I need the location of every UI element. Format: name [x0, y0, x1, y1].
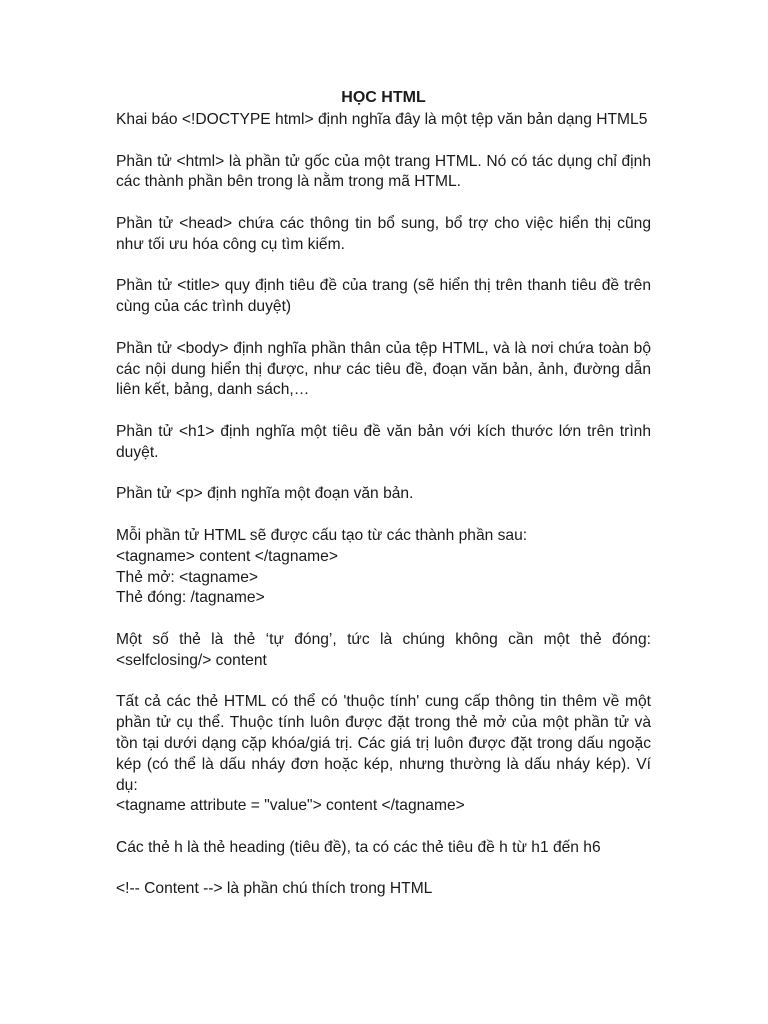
document-page: [116, 88, 651, 900]
paragraph-body-element: Phần tử <body> định nghĩa phần thân của tệp HTML, và là nơi chứa toàn bộ các nội dung hiển thị được, như các tiêu đề, đoạn văn bản, ảnh, đường dẫn liên kết, bảng, danh sách,…: [116, 339, 651, 399]
paragraph-h1-element: Phần tử <h1> định nghĩa một tiêu đề văn bản với kích thước lớn trên trình duyệt.: [116, 422, 651, 461]
paragraph-headings: Các thẻ h là thẻ heading (tiêu đề), ta có các thẻ tiêu đề h từ h1 đến h6: [116, 838, 601, 856]
paragraph-self-closing: Một số thẻ là thẻ ‘tự đóng’, tức là chúng không cần một thẻ đóng: <selfclosing/> content: [116, 630, 651, 669]
paragraph-title-element: Phần tử <title> quy định tiêu đề của trang (sẽ hiển thị trên thanh tiêu đề trên cùng của các trình duyệt): [116, 277, 651, 316]
document-title: HỌC HTML: [341, 89, 426, 106]
structure-line: <tagname> content </tagname>: [116, 547, 338, 565]
structure-line: Thẻ đóng: /tagname>: [116, 589, 265, 607]
structure-line: Thẻ mở: <tagname>: [116, 568, 258, 586]
paragraph-html-element: Phần tử <html> là phần tử gốc của một trang HTML. Nó có tác dụng chỉ định các thành phần bên trong là nằm trong mã HTML.: [116, 152, 651, 191]
paragraph-attributes: [116, 692, 651, 817]
attributes-example: <tagname attribute = "value"> content </tagname>: [116, 797, 465, 815]
paragraph-p-element: Phần tử <p> định nghĩa một đoạn văn bản.: [116, 485, 414, 503]
structure-intro: Mỗi phần tử HTML sẽ được cấu tạo từ các thành phần sau:: [116, 526, 528, 544]
paragraph-head-element: Phần tử <head> chứa các thông tin bổ sung, bổ trợ cho việc hiển thị cũng như tối ưu hóa công cụ tìm kiếm.: [116, 214, 651, 253]
paragraph-comment: <!-- Content --> là phần chú thích trong HTML: [116, 880, 433, 898]
attributes-text: Tất cả các thẻ HTML có thể có 'thuộc tính' cung cấp thông tin thêm về một phần tử cụ thể. Thuộc tính luôn được đặt trong thẻ mở của một phần tử và tồn tại dưới dạng cặp khóa/giá trị. Các giá trị luôn được đặt trong dấu ngoặc kép (có thể là dấu nháy đơn hoặc kép, nhưng thường là dấu nháy kép). Ví dụ:: [116, 693, 651, 794]
paragraph-doctype: Khai báo <!DOCTYPE html> định nghĩa đây là một tệp văn bản dạng HTML5: [116, 111, 648, 128]
paragraph-element-structure: [116, 526, 651, 609]
